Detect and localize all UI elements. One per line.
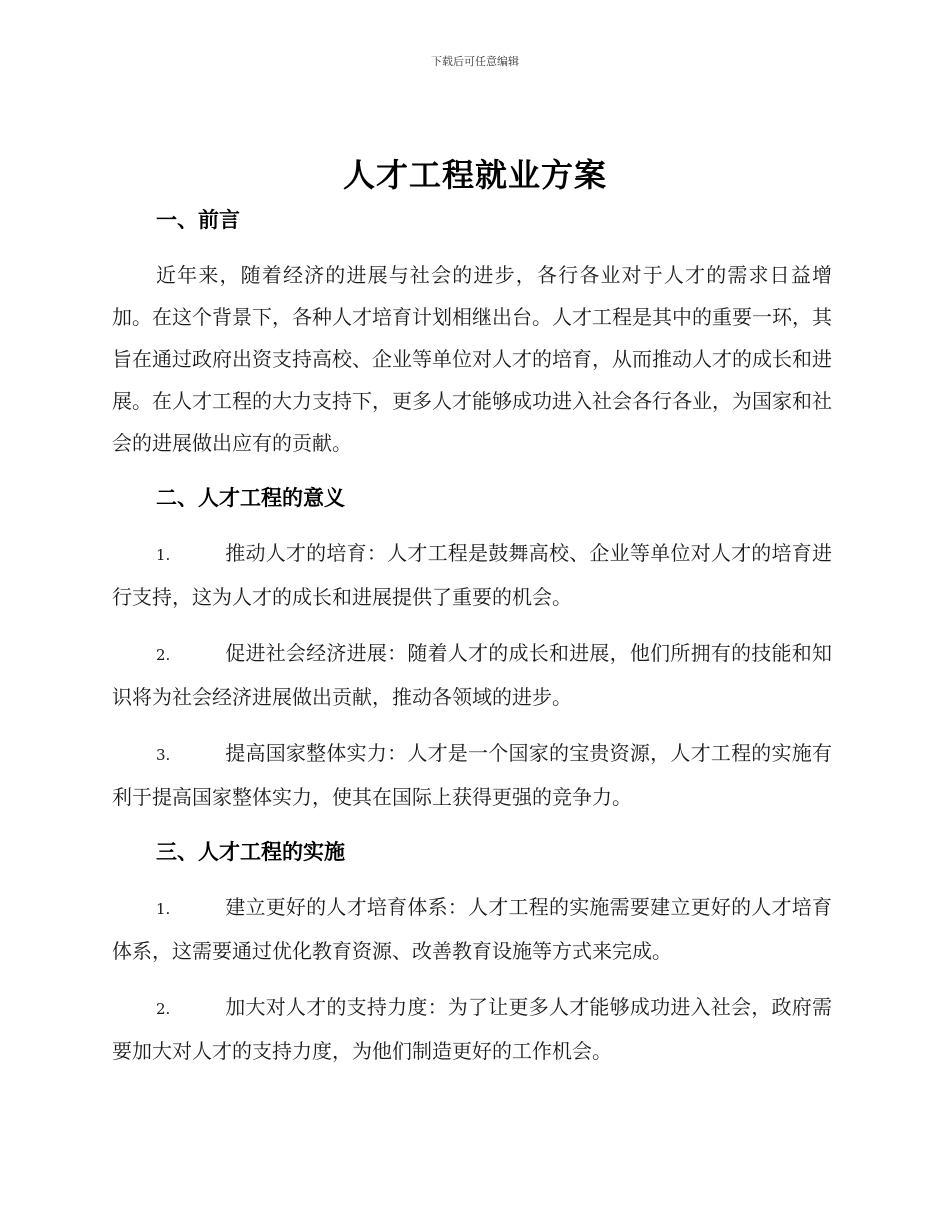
section-heading-significance: 二、人才工程的意义 xyxy=(156,486,345,510)
list-item-number: 1. xyxy=(156,900,171,918)
list-item xyxy=(112,732,832,818)
list-item-number: 2. xyxy=(156,1000,171,1018)
list-item-number: 1. xyxy=(156,546,171,564)
document-body xyxy=(112,200,832,1072)
list-item-text: 建立更好的人才培育体系：人才工程的实施需要建立更好的人才培育体系，这需要通过优化教育资源、改善教育设施等方式来完成。 xyxy=(112,895,832,963)
section-heading-implementation: 三、人才工程的实施 xyxy=(156,840,345,864)
list-item-text: 推动人才的培育：人才工程是鼓舞高校、企业等单位对人才的培育进行支持，这为人才的成长和进展提供了重要的机会。 xyxy=(112,541,832,609)
document-title: 人才工程就业方案 xyxy=(342,156,607,194)
list-item xyxy=(112,632,832,718)
list-item xyxy=(112,986,832,1072)
preface-paragraph: 近年来，随着经济的进展与社会的进步，各行各业对于人才的需求日益增加。在这个背景下，各种人才培育计划相继出台。人才工程是其中的重要一环，其旨在通过政府出资支持高校、企业等单位对人才的培育，从而推动人才的成长和进展。在人才工程的大力支持下，更多人才能够成功进入社会各行各业，为国家和社会的进展做出应有的贡献。 xyxy=(112,263,832,455)
list-item-text: 提高国家整体实力：人才是一个国家的宝贵资源，人才工程的实施有利于提高国家整体实力，使其在国际上获得更强的竞争力。 xyxy=(112,741,832,809)
list-item-text: 促进社会经济进展：随着人才的成长和进展，他们所拥有的技能和知识将为社会经济进展做出贡献，推动各领域的进步。 xyxy=(112,641,832,709)
list-item-number: 2. xyxy=(156,646,171,664)
header-note: 下载后可任意编辑 xyxy=(431,55,519,68)
list-item xyxy=(112,532,832,618)
list-item-text: 加大对人才的支持力度：为了让更多人才能够成功进入社会，政府需要加大对人才的支持力度，为他们制造更好的工作机会。 xyxy=(112,995,832,1063)
list-item xyxy=(112,886,832,972)
section-heading-preface: 一、前言 xyxy=(156,208,240,232)
list-item-number: 3. xyxy=(156,746,171,764)
